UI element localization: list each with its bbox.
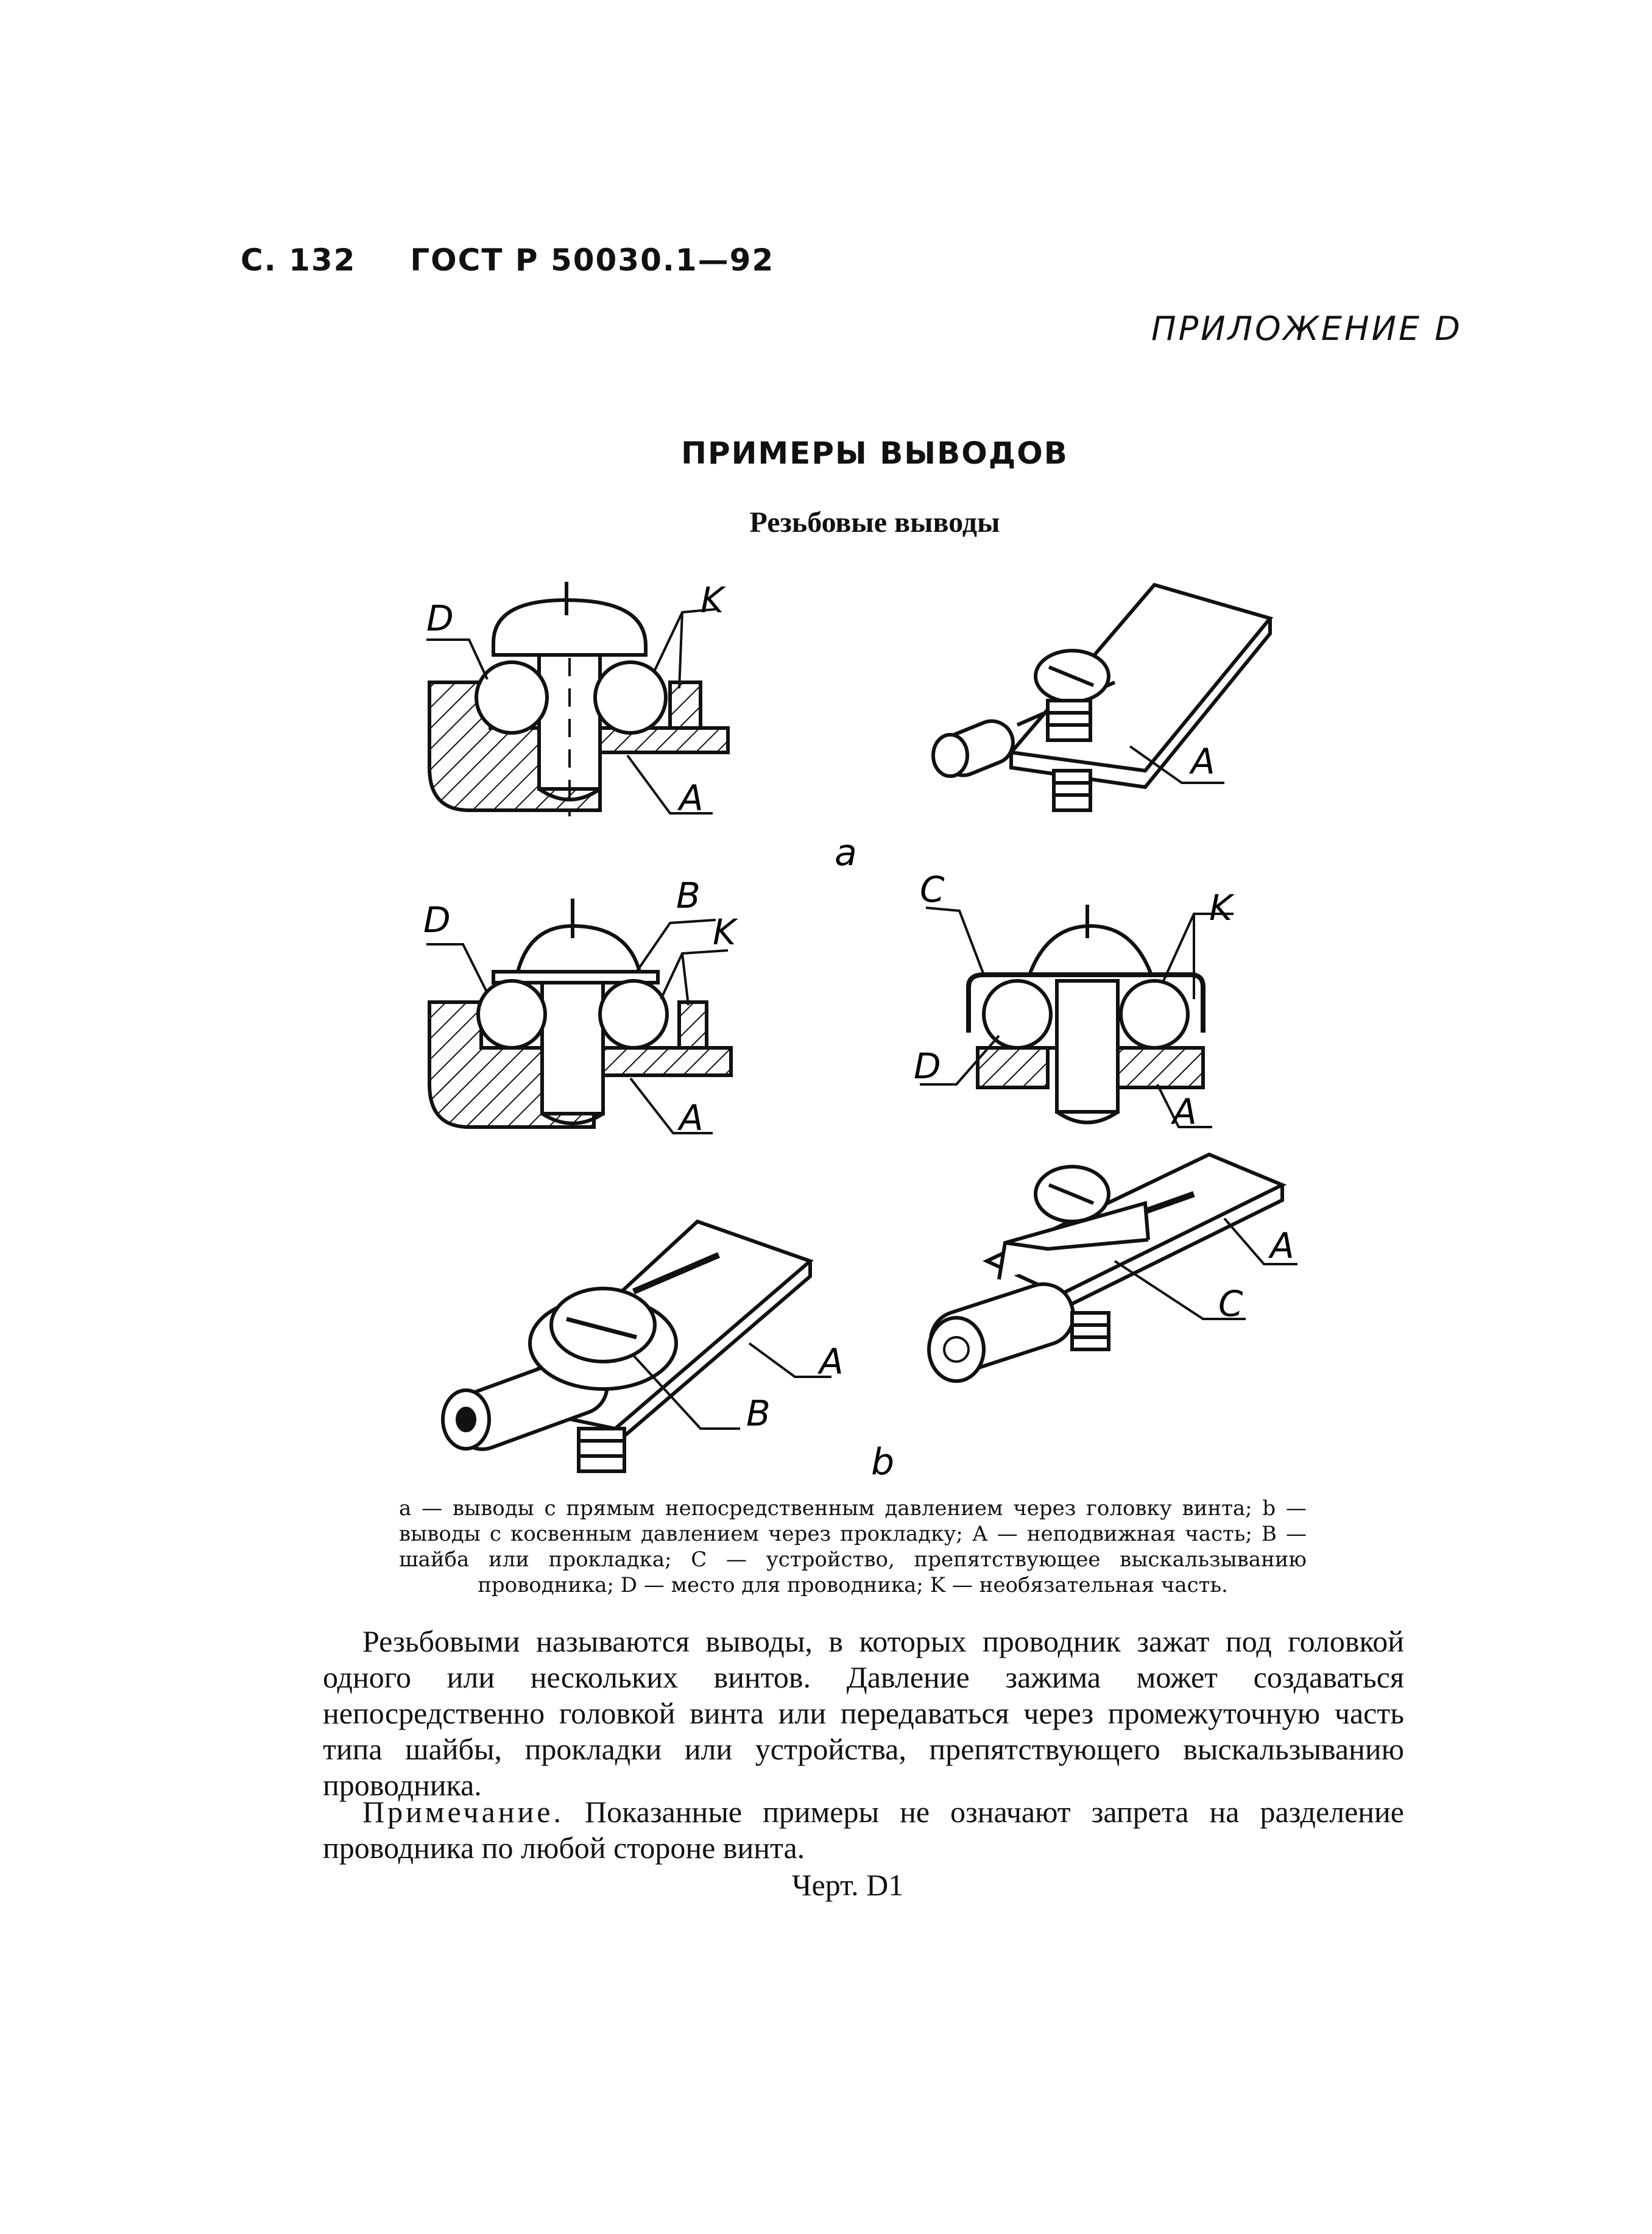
label-A-a2: A: [1191, 741, 1215, 782]
label-D-b2: D: [914, 1045, 941, 1087]
label-B-b3: B: [746, 1393, 771, 1434]
figure-number: Черт. D1: [792, 1868, 904, 1902]
appendix-label: ПРИЛОЖЕНИЕ D: [1151, 309, 1463, 348]
note-label: Примечание.: [362, 1795, 565, 1829]
label-K-b2: K: [1209, 887, 1233, 928]
label-C-b4: C: [1218, 1283, 1243, 1324]
label-B-b1: B: [676, 875, 701, 916]
label-A-a1: A: [679, 777, 704, 819]
figure-a-perspective: [933, 585, 1270, 810]
label-D-b1: D: [423, 899, 451, 941]
label-K-a1: K: [701, 579, 724, 621]
standard-number: ГОСТ Р 50030.1—92: [410, 242, 775, 278]
label-C-b2: C: [920, 869, 945, 910]
sublabel-a: a: [835, 832, 857, 874]
page-subtitle: Резьбовые выводы: [749, 506, 1000, 539]
page-title: ПРИМЕРЫ ВЫВОДОВ: [681, 436, 1068, 471]
figure-caption: a — выводы с прямым непосредственным давлением через головку винта; b — выводы с косвенным давлением через прокладку; А — неподвижная часть; B — шайба или прокладка; C — устройство, препятствующее выскальзыванию проводника; D — место для проводника; K — необязательная часть.: [399, 1496, 1307, 1597]
figure-b-perspective-device: [923, 1154, 1297, 1381]
note: [323, 1794, 1404, 1866]
label-A-b2: A: [1173, 1091, 1197, 1133]
label-A-b1: A: [679, 1097, 704, 1139]
page-number: С. 132: [241, 242, 356, 278]
label-K-b1: K: [713, 911, 736, 953]
label-A-b4: A: [1270, 1225, 1294, 1267]
note-text: Показанные примеры не означают запрета на разделение проводника по любой стороне винта.: [323, 1795, 1404, 1865]
label-D-a1: D: [426, 598, 454, 639]
body-paragraph: Резьбовыми называются выводы, в которых проводник зажат под головкой одного или нескольких винтов. Давление зажима может создаваться непосредственно головкой винта или передаваться через промежуточную часть типа шайбы, прокладки или устройства, препятствующего выскальзыванию проводника.: [323, 1624, 1404, 1802]
figure-b-perspective-washer: [443, 1221, 831, 1471]
sublabel-b: b: [871, 1441, 895, 1483]
label-A-b3: A: [819, 1341, 844, 1382]
